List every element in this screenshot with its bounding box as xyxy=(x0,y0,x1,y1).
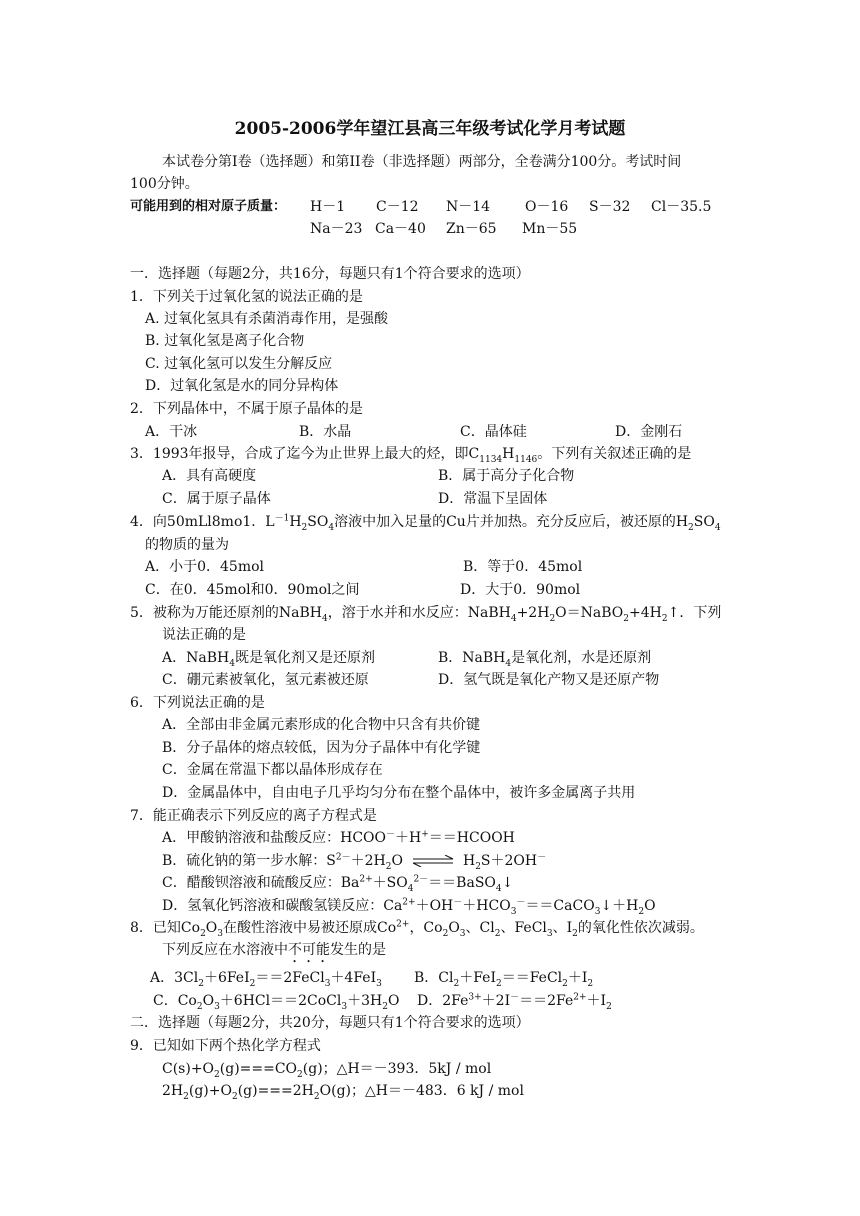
q8-option-c: C．$Co_2O_3+6HCl==2CoCl_3+3H_2O$ xyxy=(153,993,400,1012)
q5-option-a: A．NaBH$_4$既是氧化剂又是还原剂 xyxy=(162,650,375,669)
q7-option-b: B．硫化钠的第一步水解：$S^{2-}+2H_2O$ $H_2S+2OH^-$ xyxy=(162,852,547,872)
q6-option-c: C．金属在常温下都以晶体形成存在 xyxy=(162,762,383,778)
atomic-mass-mn: Mn－55 xyxy=(522,221,578,237)
q5-option-b: B．NaBH$_4$是氧化剂，水是还原剂 xyxy=(438,650,652,669)
q4-option-c: C．在0．45mol和0．90mol之间 xyxy=(145,582,360,598)
q7-stem: 7．能正确表示下列反应的离子方程式是 xyxy=(130,808,377,824)
atomic-mass-s: S－32 xyxy=(589,199,631,215)
q5-stem-line2: 说法正确的是 xyxy=(162,627,246,643)
section2-heading: 二．选择题（每题2分，共20分，每题只有1个符合要求的选项） xyxy=(130,1015,530,1031)
q6-stem: 6．下列说法正确的是 xyxy=(130,695,265,711)
q2-stem: 2．下列晶体中，不属于原子晶体的是 xyxy=(130,401,363,417)
atomic-mass-c: C－12 xyxy=(376,199,419,215)
atomic-mass-h: H－1 xyxy=(310,199,346,215)
atomic-mass-ca: Ca－40 xyxy=(375,221,426,237)
q9-equation-1: $C(s)+O_2(g)===CO_2(g)$；△H＝－393．5kJ / mol xyxy=(162,1061,492,1080)
q1-option-a: A. 过氧化氢具有杀菌消毒作用，是强酸 xyxy=(145,311,389,327)
q8-stem: 8．已知$Co_2O_3$在酸性溶液中易被还原成$Co^{2+}$，$Co_2O_3$、$Cl_2$、FeCl$_3$、$I_2$的氧化性依次减弱。 xyxy=(130,919,704,939)
q9-stem: 9．已知如下两个热化学方程式 xyxy=(130,1038,321,1054)
q9-equation-2: $2H_2(g)+O_2(g)===2H_2O(g)$；△H＝－483．6 kJ / mol xyxy=(162,1083,524,1102)
atomic-mass-na: Na－23 xyxy=(310,221,363,237)
equilibrium-arrow-icon xyxy=(411,855,455,867)
q2-option-d: D．金刚石 xyxy=(615,424,683,440)
q3-option-b: B．属于高分子化合物 xyxy=(438,468,575,484)
page-title: 2005-2006学年望江县高三年级考试化学月考试题 xyxy=(234,119,626,139)
q6-option-d: D．金属晶体中，自由电子几乎均匀分布在整个晶体中，被许多金属离子共用 xyxy=(162,785,636,801)
q1-option-c: C. 过氧化氢可以发生分解反应 xyxy=(145,356,333,372)
q8-option-a: A．$3Cl_2+6FeI_2==2FeCl_3+4FeI_3$ xyxy=(150,970,382,989)
q1-option-b: B. 过氧化氢是离子化合物 xyxy=(145,333,305,349)
q8-stem-line2: 下列反应在水溶液中不可能发生的是 xyxy=(162,942,386,958)
q3-option-a: A．具有高硬度 xyxy=(162,468,257,484)
q5-stem: 5．被称为万能还原剂的NaBH$_4$，溶于水并和水反应：$NaBH_4+2H_2O=NaBO_2+4H_2↑$．下列 xyxy=(130,605,722,624)
q2-option-c: C．晶体硅 xyxy=(460,424,527,440)
atomic-mass-o: O－16 xyxy=(525,199,569,215)
q4-option-a: A．小于0．45mol xyxy=(145,559,265,575)
q8-option-b: B．$Cl_2+FeI_2==FeCl_2+I_2$ xyxy=(414,970,594,989)
q8-option-d: D．$2Fe^{3+}+2I^-==2Fe^{2+}+I_2$ xyxy=(417,992,612,1012)
q7-option-c: C．醋酸钡溶液和硫酸反应：$Ba^{2+}+SO_4^{2-}==BaSO_4↓$ xyxy=(162,874,514,894)
intro-line-1: 本试卷分第I卷（选择题）和第II卷（非选择题）两部分，全卷满分100分。考试时间 xyxy=(162,154,682,170)
atomic-mass-n: N－14 xyxy=(446,199,491,215)
q6-option-a: A．全部由非金属元素形成的化合物中只含有共价键 xyxy=(162,717,481,733)
q1-option-d: D．过氧化氢是水的同分异构体 xyxy=(145,378,339,394)
atomic-mass-label: 可能用到的相对原子质量： xyxy=(130,199,287,214)
q7-option-a: A．甲酸钠溶液和盐酸反应：HCOO－＋H+＝＝HCOOH xyxy=(162,829,515,846)
q4-stem-line2: 的物质的量为 xyxy=(145,537,229,553)
atomic-mass-zn: Zn－65 xyxy=(446,221,497,237)
atomic-mass-cl: Cl－35.5 xyxy=(651,199,712,215)
q5-option-c: C．硼元素被氧化，氢元素被还原 xyxy=(162,672,369,688)
q5-option-d: D．氢气既是氧化产物又是还原产物 xyxy=(438,672,660,688)
q2-option-a: A．干冰 xyxy=(145,424,198,440)
q7-option-d: D．氢氧化钙溶液和碳酸氢镁反应：$Ca^{2+}+OH^-+HCO_3^-==CaCO_3↓+H_2O$ xyxy=(162,897,656,917)
q4-stem: 4．向50mLl8mo1．$L^{-1}H_2SO_4$溶液中加入足量的Cu片并加热。充分反应后，被还原的$H_2SO_4$ xyxy=(130,513,721,533)
q4-option-d: D．大于0．90mol xyxy=(460,582,581,598)
section1-heading: 一．选择题（每题2分，共16分，每题只有1个符合要求的选项） xyxy=(130,266,530,282)
q6-option-b: B．分子晶体的熔点较低，因为分子晶体中有化学键 xyxy=(162,740,481,756)
intro-line-2: 100分钟。 xyxy=(130,176,199,192)
q4-option-b: B．等于0．45mol xyxy=(463,559,583,575)
q3-option-d: D．常温下呈固体 xyxy=(438,491,548,507)
q3-stem: 3．1993年报导，合成了迄今为止世界上最大的烃，即$C_{1134}H_{1146}$。下列有关叙述正确的是 xyxy=(130,446,692,465)
q3-option-c: C．属于原子晶体 xyxy=(162,491,271,507)
q2-option-b: B．水晶 xyxy=(299,424,352,440)
q1-stem: 1．下列关于过氧化氢的说法正确的是 xyxy=(130,289,363,305)
